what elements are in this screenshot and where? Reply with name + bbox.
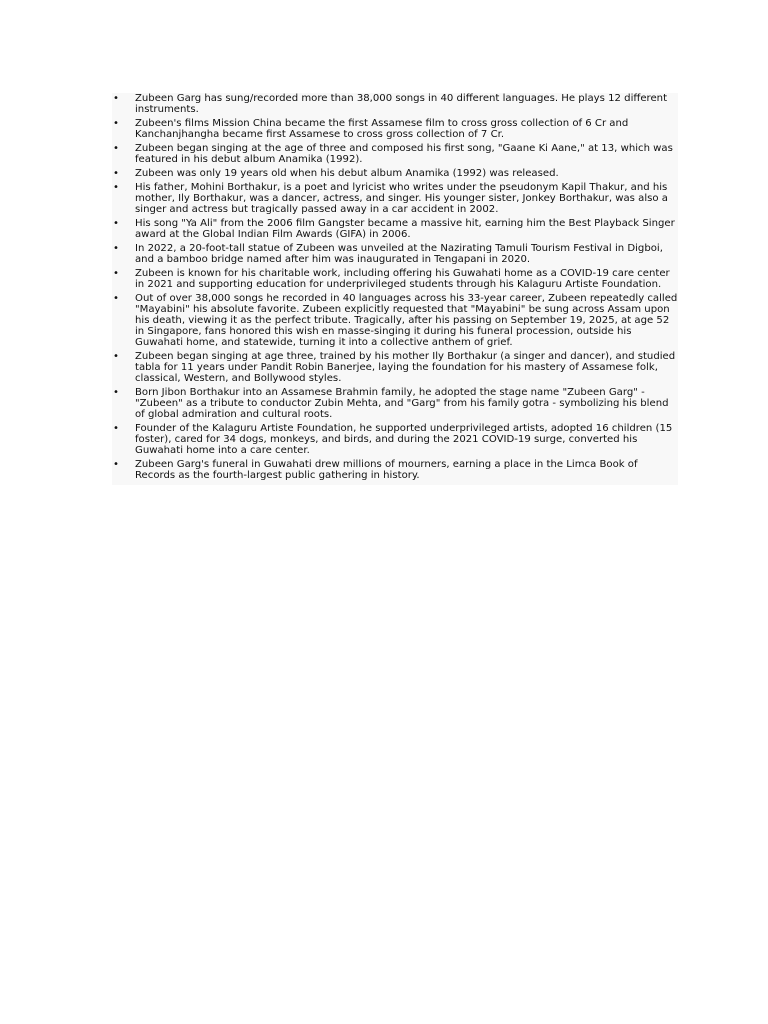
bullet-icon: • <box>113 423 119 434</box>
list-item <box>112 351 678 384</box>
fact-text: In 2022, a 20-foot-tall statue of Zubeen was unveiled at the Nazirating Tamuli Tourism Festival in Digboi, and a bamboo bridge named after him was inaugurated in Tengapani in 2020. <box>135 243 663 265</box>
list-item <box>112 459 678 481</box>
facts-panel <box>112 93 678 485</box>
bullet-icon: • <box>113 459 119 470</box>
fact-text: Zubeen Garg has sung/recorded more than 38,000 songs in 40 different languages. He plays 12 different instruments. <box>135 93 668 115</box>
bullet-icon: • <box>113 168 119 179</box>
facts-list <box>112 93 678 481</box>
list-item <box>112 423 678 456</box>
fact-text: Zubeen was only 19 years old when his debut album Anamika (1992) was released. <box>135 168 559 179</box>
list-item <box>112 118 678 140</box>
bullet-icon: • <box>113 387 119 398</box>
bullet-icon: • <box>113 118 119 129</box>
list-item <box>112 143 678 165</box>
fact-text: Zubeen's films Mission China became the first Assamese film to cross gross collection of 6 Cr and Kanchanjhangha became first Assamese to cross gross collection of 7 Cr. <box>135 118 629 140</box>
fact-text: Zubeen is known for his charitable work, including offering his Guwahati home as a COVID-19 care center in 2021 and supporting education for underprivileged students through his Kalaguru Artiste Foundation. <box>135 268 670 290</box>
list-item <box>112 93 678 115</box>
list-item <box>112 387 678 420</box>
list-item <box>112 168 678 179</box>
bullet-icon: • <box>113 293 119 304</box>
list-item <box>112 268 678 290</box>
fact-text: Out of over 38,000 songs he recorded in 40 languages across his 33-year career, Zubeen repeatedly called "Mayabini" his absolute favorite. Zubeen explicitly requested that "Mayabini" be sung across Assam upon his death, viewing it as the perfect tribute. Tragically, after his passing on September 19, 2025, at age 52 in Singapore, fans honored this wish en masse-singing it during his funeral procession, outside his Guwahati home, and statewide, turning it into a collective anthem of grief. <box>135 293 678 348</box>
fact-text: Zubeen Garg's funeral in Guwahati drew millions of mourners, earning a place in the Limca Book of Records as the fourth-largest public gathering in history. <box>135 459 638 481</box>
fact-text: His song "Ya Ali" from the 2006 film Gangster became a massive hit, earning him the Best Playback Singer award at the Global Indian Film Awards (GIFA) in 2006. <box>135 218 675 240</box>
bullet-icon: • <box>113 268 119 279</box>
fact-text: Founder of the Kalaguru Artiste Foundation, he supported underprivileged artists, adopted 16 children (15 foster), cared for 34 dogs, monkeys, and birds, and during the 2021 COVID-19 surge, converted his Guwahati home into a care center. <box>135 423 673 456</box>
bullet-icon: • <box>113 93 119 104</box>
list-item <box>112 182 678 215</box>
fact-text: Zubeen began singing at the age of three and composed his first song, "Gaane Ki Aane," at 13, which was featured in his debut album Anamika (1992). <box>135 143 673 165</box>
bullet-icon: • <box>113 243 119 254</box>
list-item <box>112 293 678 348</box>
list-item <box>112 218 678 240</box>
fact-text: His father, Mohini Borthakur, is a poet and lyricist who writes under the pseudonym Kapil Thakur, and his mother, Ily Borthakur, was a dancer, actress, and singer. His younger sister, Jonkey Borthakur, was also a singer and actress but tragically passed away in a car accident in 2002. <box>135 182 668 215</box>
bullet-icon: • <box>113 182 119 193</box>
list-item <box>112 243 678 265</box>
bullet-icon: • <box>113 143 119 154</box>
fact-text: Born Jibon Borthakur into an Assamese Brahmin family, he adopted the stage name "Zubeen Garg" - "Zubeen" as a tribute to conductor Zubin Mehta, and "Garg" from his family gotra - symbolizing his blend of global admiration and cultural roots. <box>135 387 669 420</box>
fact-text: Zubeen began singing at age three, trained by his mother Ily Borthakur (a singer and dancer), and studied tabla for 11 years under Pandit Robin Banerjee, laying the foundation for his mastery of Assamese folk, classical, Western, and Bollywood styles. <box>135 351 676 384</box>
bullet-icon: • <box>113 218 119 229</box>
bullet-icon: • <box>113 351 119 362</box>
